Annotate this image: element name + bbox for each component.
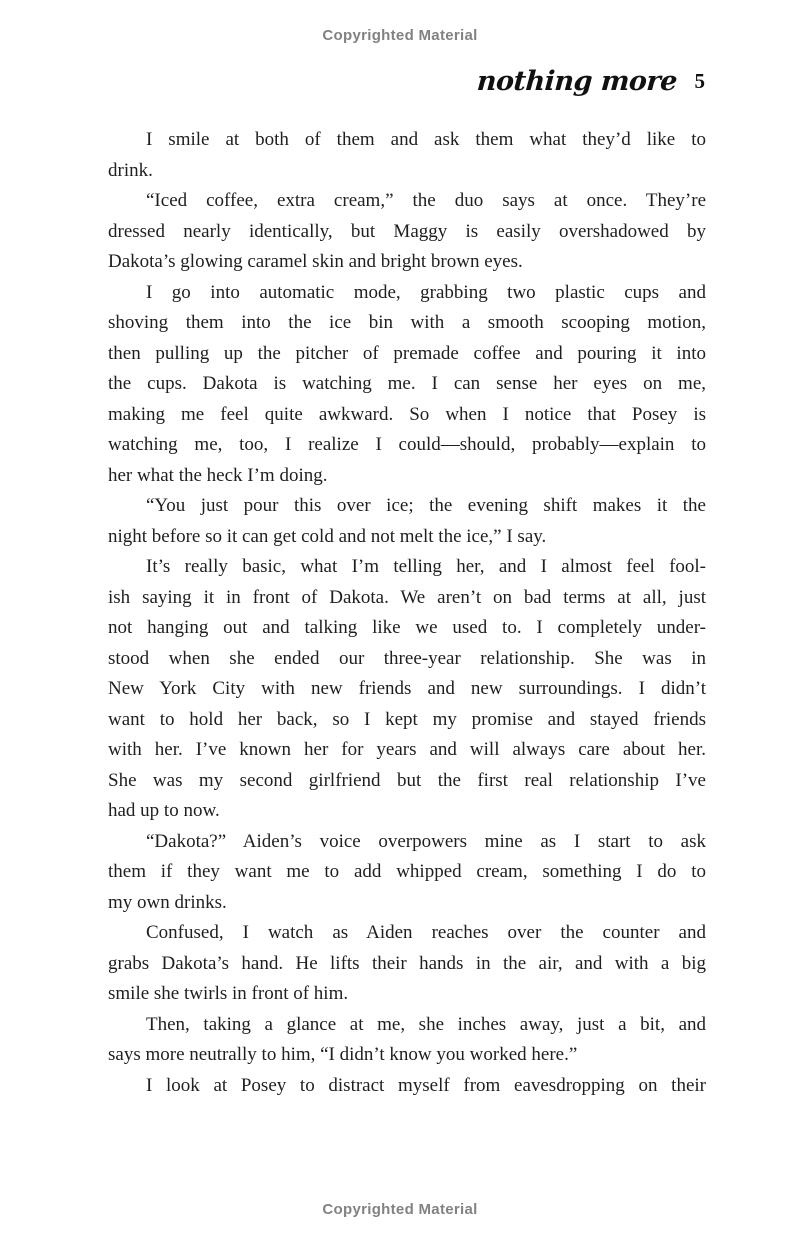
text-line: want to hold her back, so I kept my promise and stayed friends xyxy=(108,708,706,730)
text-line: not hanging out and talking like we used to. I completely under- xyxy=(108,617,706,638)
text-line: I go into automatic mode, grabbing two plastic cups and xyxy=(146,281,706,303)
text-line: Confused, I watch as Aiden reaches over the counter and xyxy=(146,922,706,943)
text-line: the cups. Dakota is watching me. I can sense her eyes on me, xyxy=(108,373,706,394)
running-header xyxy=(477,66,705,97)
body-text xyxy=(108,125,706,1101)
paragraph xyxy=(108,1010,706,1071)
text-line: night before so it can get cold and not melt the ice,” I say. xyxy=(108,525,547,547)
paragraph xyxy=(108,186,706,278)
paragraph xyxy=(108,827,706,919)
text-line: drink. xyxy=(108,159,153,181)
paragraph xyxy=(108,125,706,186)
text-line: dressed nearly identically, but Maggy is easily overshadowed by xyxy=(108,220,706,242)
paragraph xyxy=(108,552,706,827)
text-line: New York City with new friends and new surroundings. I didn’t xyxy=(108,678,706,699)
text-line: I smile at both of them and ask them what they’d like to xyxy=(146,129,706,150)
text-line: “Dakota?” Aiden’s voice overpowers mine as I start to ask xyxy=(146,830,706,852)
running-title: nothing more xyxy=(475,66,678,97)
text-line: It’s really basic, what I’m telling her, and I almost feel fool- xyxy=(146,556,706,577)
text-line: Dakota’s glowing caramel skin and bright brown eyes. xyxy=(108,251,523,272)
text-line: I look at Posey to distract myself from eavesdropping on their xyxy=(146,1074,706,1096)
text-line: “You just pour this over ice; the evening shift makes it the xyxy=(146,495,706,516)
text-line: shoving them into the ice bin with a smooth scooping motion, xyxy=(108,312,706,333)
text-line: my own drinks. xyxy=(108,891,227,913)
text-line: had up to now. xyxy=(108,800,220,821)
paragraph xyxy=(108,278,706,492)
text-line: with her. I’ve known her for years and will always care about her. xyxy=(108,739,706,760)
text-line: says more neutrally to him, “I didn’t know you worked here.” xyxy=(108,1044,578,1065)
text-line: smile she twirls in front of him. xyxy=(108,983,349,1004)
text-line: watching me, too, I realize I could—should, probably—explain to xyxy=(108,434,706,455)
copyright-notice-top: Copyrighted Material xyxy=(322,27,478,44)
text-line: Then, taking a glance at me, she inches away, just a bit, and xyxy=(146,1013,706,1035)
text-line: ish saying it in front of Dakota. We aren’t on bad terms at all, just xyxy=(108,586,706,608)
text-line: “Iced coffee, extra cream,” the duo says at once. They’re xyxy=(146,190,706,211)
text-line: then pulling up the pitcher of premade coffee and pouring it into xyxy=(108,342,706,364)
page-number: 5 xyxy=(694,69,705,93)
text-line: grabs Dakota’s hand. He lifts their hands in the air, and with a big xyxy=(108,952,706,974)
copyright-notice-bottom: Copyrighted Material xyxy=(322,1201,478,1218)
text-line: making me feel quite awkward. So when I notice that Posey is xyxy=(108,403,706,425)
paragraph xyxy=(108,491,706,552)
text-line: her what the heck I’m doing. xyxy=(108,464,328,486)
paragraph xyxy=(108,918,706,1010)
text-line: them if they want me to add whipped cream, something I do to xyxy=(108,861,706,882)
text-line: stood when she ended our three-year relationship. She was in xyxy=(108,647,706,669)
text-line: She was my second girlfriend but the first real relationship I’ve xyxy=(108,769,706,791)
paragraph xyxy=(108,1071,706,1102)
